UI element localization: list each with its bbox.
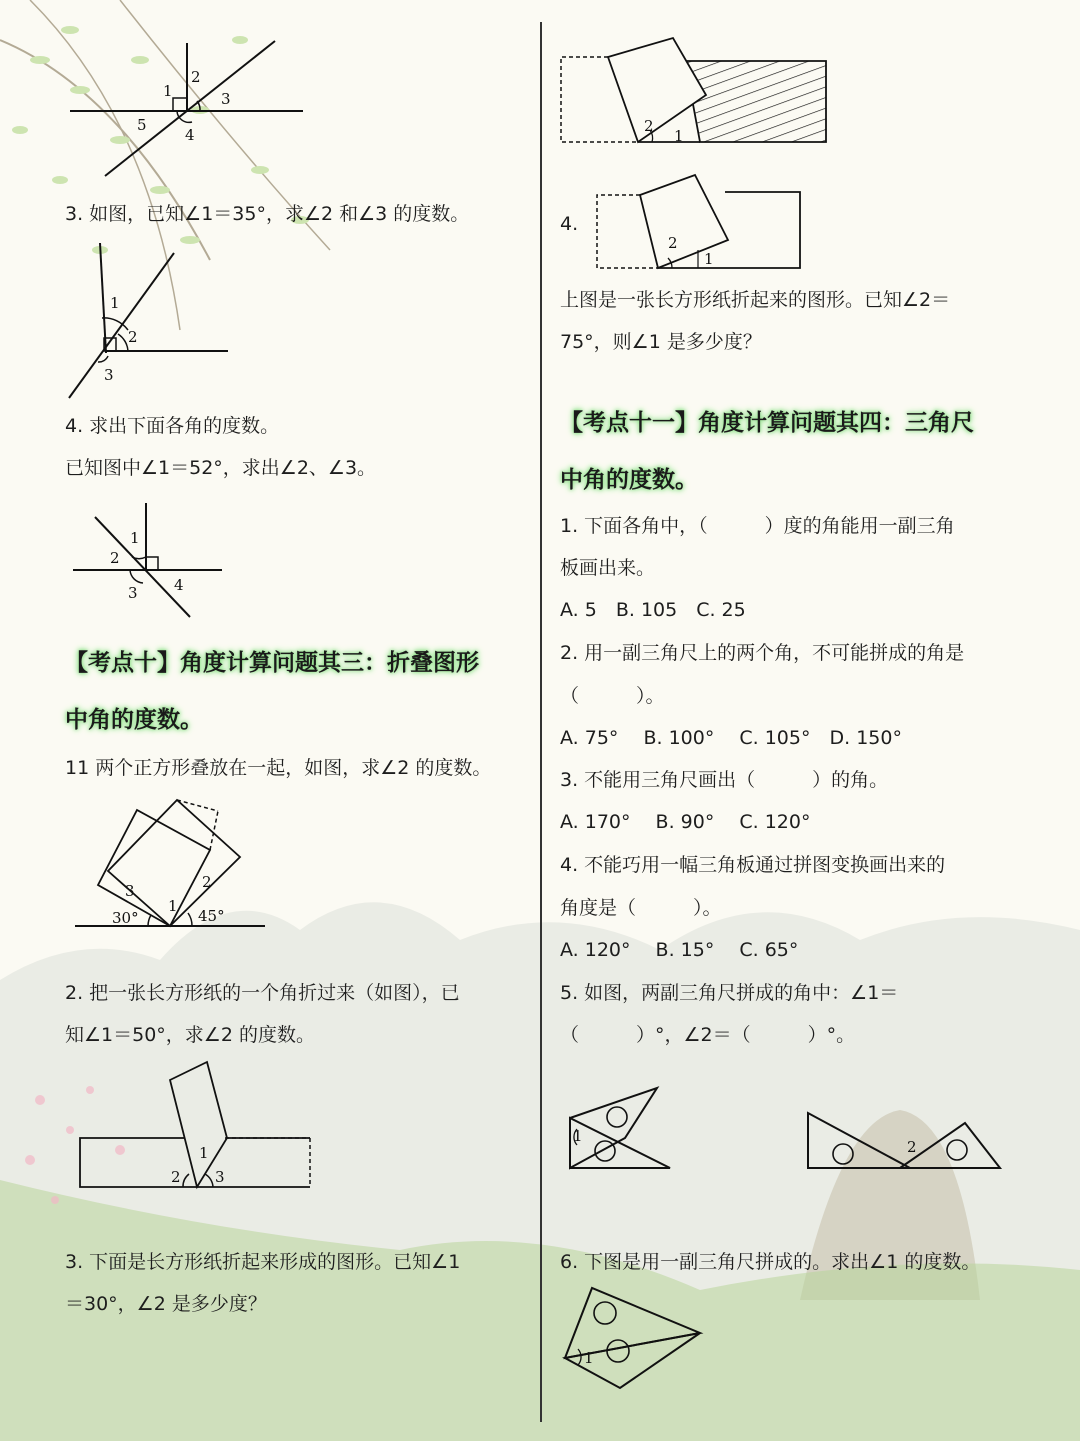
figure-folded-rectangle-angles	[590, 170, 805, 275]
r-question-5-line2: （ ）°，∠2＝（ ）°。	[560, 1024, 856, 1046]
question-4-line1: 上图是一张长方形纸折起来的图形。已知∠2＝	[560, 289, 951, 311]
question-3-text: 3. 如图，已知∠1＝35°，求∠2 和∠3 的度数。	[65, 203, 470, 225]
question-4-given: 已知图中∠1＝52°，求出∠2、∠3。	[65, 457, 377, 479]
question-3b-line1: 3. 下面是长方形纸折起来形成的图形。已知∠1	[65, 1251, 461, 1273]
r-question-5-line1: 5. 如图，两副三角尺拼成的角中：∠1＝	[560, 982, 899, 1004]
svg-text:4: 4	[185, 126, 195, 144]
r-question-1-line1: 1. 下面各角中，（ ）度的角能用一副三角	[560, 515, 955, 537]
svg-text:3: 3	[215, 1168, 225, 1186]
question-4-line2: 75°，则∠1 是多少度？	[560, 331, 762, 353]
question-11-text: 11 两个正方形叠放在一起，如图，求∠2 的度数。	[65, 757, 492, 779]
svg-text:1: 1	[199, 1144, 209, 1162]
section-10-heading-line1: 【考点十】角度计算问题其三：折叠图形	[65, 650, 479, 676]
svg-text:2: 2	[128, 328, 138, 346]
svg-text:2: 2	[907, 1138, 917, 1156]
figure-folded-rectangle-corner	[75, 1058, 320, 1193]
column-divider	[540, 22, 542, 1422]
r-question-2-options: A. 75° B. 100° C. 105° D. 150°	[560, 727, 902, 749]
svg-text:3: 3	[104, 366, 114, 384]
svg-text:1: 1	[704, 250, 714, 268]
question-4-label: 4.	[560, 213, 579, 235]
figure-folded-paper-hatched	[558, 35, 833, 150]
figure-intersecting-lines-5-angles	[65, 38, 315, 188]
svg-text:3: 3	[221, 90, 231, 108]
svg-text:30°: 30°	[112, 909, 139, 927]
r-question-3-text: 3. 不能用三角尺画出（ ）的角。	[560, 769, 889, 791]
question-3b-line2: ＝30°，∠2 是多少度？	[65, 1293, 267, 1315]
r-question-1-line2: 板画出来。	[560, 557, 656, 579]
svg-text:1: 1	[674, 127, 684, 145]
section-11-heading-line2: 中角的度数。	[560, 467, 698, 493]
svg-text:3: 3	[125, 882, 135, 900]
figure-triangle-rulers-q6	[560, 1283, 705, 1393]
question-2-line2: 知∠1＝50°，求∠2 的度数。	[65, 1024, 315, 1046]
r-question-2-line2: （ ）。	[560, 685, 665, 707]
r-question-4-options: A. 120° B. 15° C. 65°	[560, 939, 799, 961]
svg-text:1: 1	[584, 1349, 594, 1367]
svg-text:1: 1	[110, 294, 120, 312]
svg-text:3: 3	[128, 584, 138, 602]
section-10-heading-line2: 中角的度数。	[65, 707, 203, 733]
svg-text:1: 1	[573, 1127, 583, 1145]
question-4-title: 4. 求出下面各角的度数。	[65, 415, 280, 437]
figure-angles-1-4	[70, 495, 230, 625]
figure-triangle-rulers-angle-2	[805, 1108, 1005, 1173]
svg-text:2: 2	[110, 549, 120, 567]
svg-text:1: 1	[168, 897, 178, 915]
r-question-4-line1: 4. 不能巧用一幅三角板通过拼图变换画出来的	[560, 854, 946, 876]
svg-text:2: 2	[668, 234, 678, 252]
section-11-heading-line1: 【考点十一】角度计算问题其四：三角尺	[560, 410, 974, 436]
r-question-6-text: 6. 下图是用一副三角尺拼成的。求出∠1 的度数。	[560, 1251, 981, 1273]
svg-text:1: 1	[130, 529, 140, 547]
r-question-3-options: A. 170° B. 90° C. 120°	[560, 811, 811, 833]
figure-overlapping-squares	[70, 795, 270, 935]
svg-text:2: 2	[171, 1168, 181, 1186]
figure-triangle-rulers-angle-1	[565, 1083, 675, 1173]
svg-text:5: 5	[137, 116, 147, 134]
svg-text:2: 2	[644, 117, 654, 135]
r-question-2-line1: 2. 用一副三角尺上的两个角，不可能拼成的角是	[560, 642, 965, 664]
question-2-line1: 2. 把一张长方形纸的一个角折过来（如图），已	[65, 982, 460, 1004]
r-question-4-line2: 角度是（ ）。	[560, 897, 722, 919]
svg-text:2: 2	[191, 68, 201, 86]
svg-text:45°: 45°	[198, 907, 225, 925]
svg-text:1: 1	[163, 82, 173, 100]
r-question-1-options: A. 5 B. 105 C. 25	[560, 599, 746, 621]
svg-text:4: 4	[174, 576, 184, 594]
svg-text:2: 2	[202, 873, 212, 891]
figure-angles-1-2-3	[62, 238, 242, 403]
